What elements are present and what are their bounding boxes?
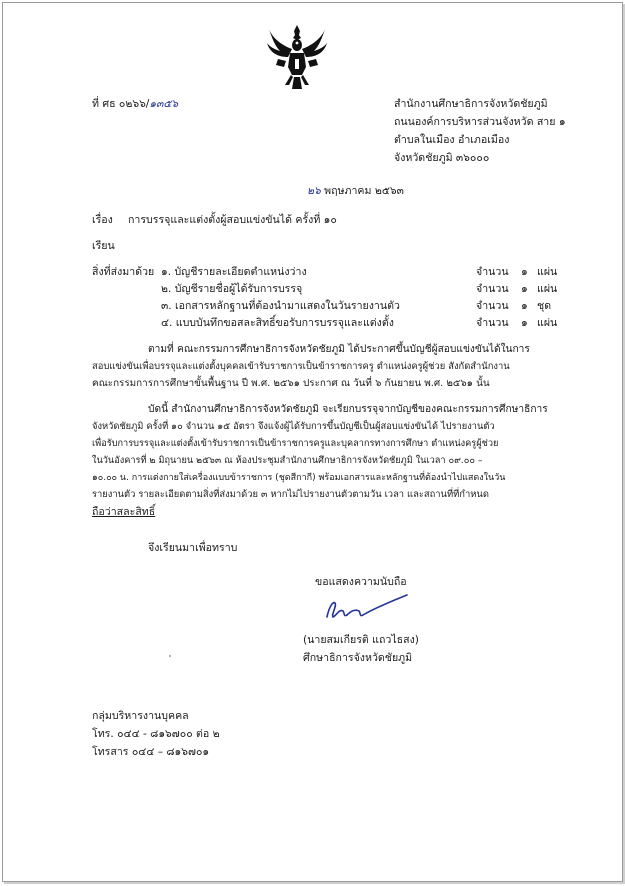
date-day-handwritten: ๒๖ (307, 185, 321, 197)
office-province: จังหวัดชัยภูมิ ๓๖๐๐๐ (394, 152, 490, 164)
enclosure-item-text: ๒. บัญชีรายชื่อผู้ได้รับการบรรจุ (161, 283, 303, 295)
letter-date (307, 184, 404, 198)
contact-fax: โทรสาร ๐๔๔ – ๘๑๖๗๐๑ (92, 746, 210, 758)
office-road: ถนนองค์การบริหารส่วนจังหวัด สาย ๑ (394, 116, 566, 128)
garuda-emblem-icon (266, 23, 328, 93)
paragraph-2-line: ในวันอังคารที่ ๒ มิถุนายน ๒๕๖๓ ณ ห้องประชุมสำนักงานศึกษาธิการจังหวัดชัยภูมิ ในเวลา ๐๙.๐๐ – (92, 455, 483, 466)
paragraph-2-line: เพื่อรับการบรรจุและแต่งตั้งเข้ารับราชการเป็นข้าราชการครูและบุคลากรทางการศึกษา ตำแหน่งครูผู้ช่วย (92, 438, 499, 449)
subject-label: เรื่อง (92, 214, 113, 226)
enclosure-item-text: ๓. เอกสารหลักฐานที่ต้องนำมาแสดงในวันรายงานตัว (161, 300, 400, 312)
enclosure-item-unit: แผ่น (537, 283, 558, 295)
signatory-position: ศึกษาธิการจังหวัดชัยภูมิ (303, 652, 413, 664)
enclosures-label: สิ่งที่ส่งมาด้วย (92, 266, 155, 278)
enclosure-item-unit: แผ่น (537, 266, 558, 278)
handwritten-signature-icon (321, 593, 411, 623)
salutation-label: เรียน (92, 240, 115, 252)
enclosure-item-qty-label: จำนวน (476, 266, 509, 278)
enclosure-item-qty-label: จำนวน (476, 283, 509, 295)
enclosure-item-unit: ชุด (537, 300, 552, 312)
paragraph-2-line: จังหวัดชัยภูมิ ครั้งที่ ๑๐ จำนวน ๑๕ อัตรา จึงแจ้งผู้ได้รับการขึ้นบัญชีเป็นผู้สอบแข่งขันได้ ไปรายงานตัว (92, 421, 495, 432)
enclosure-item-text: ๔. แบบบันทึกขอสละสิทธิ์ขอรับการบรรจุและแต่งตั้ง (161, 317, 394, 329)
paragraph-1-line: สอบแข่งขันเพื่อบรรจุและแต่งตั้งบุคคลเข้ารับราชการเป็นข้าราชการครู ตำแหน่งครูผู้ช่วย สังกัดสำนักงาน (92, 361, 510, 372)
reference-handwritten-number: ๑๓๕๖ (149, 98, 179, 110)
paragraph-2-line: รายงานตัว รายละเอียดตามสิ่งที่ส่งมาด้วย ๓ หากไม่ไปรายงานตัวตามวัน เวลา และสถานที่ที่กำหนด (92, 489, 489, 500)
enclosure-item-text: ๑. บัญชีรายละเอียดตำแหน่งว่าง (161, 266, 307, 278)
enclosure-item-qty: ๑ (521, 266, 528, 278)
date-month-year: พฤษภาคม ๒๕๖๓ (324, 185, 404, 197)
office-subdistrict: ตำบลในเมือง อำเภอเมือง (394, 134, 510, 146)
contact-phone: โทร. ๐๔๔ - ๘๑๖๗๐๐ ต่อ ๒ (92, 728, 220, 740)
paragraph-2-line: ๑๐.๐๐ น. การแต่งกายใส่เครื่องแบบข้าราชการ (ชุดสีกากี) พร้อมเอกสารและหลักฐานที่ต้องนำไปแสดงในวัน (92, 473, 506, 483)
enclosure-item-qty: ๑ (521, 300, 528, 312)
subject-text: การบรรจุและแต่งตั้งผู้สอบแข่งขันได้ ครั้งที่ ๑๐ (128, 214, 337, 226)
enclosure-item-qty: ๑ (521, 317, 528, 329)
enclosure-item-unit: แผ่น (537, 317, 558, 329)
signatory-name: (นายสมเกียรติ แถวไธสง) (303, 634, 419, 646)
paragraph-1-line: คณะกรรมการการศึกษาขั้นพื้นฐาน ปี พ.ศ. ๒๕๖๑ ประกาศ ณ วันที่ ๖ กันยายน พ.ศ. ๒๕๖๑ นั้น (92, 378, 490, 389)
scan-speck (169, 655, 171, 657)
contact-department: กลุ่มบริหารงานบุคคล (92, 710, 189, 722)
enclosure-item-qty-label: จำนวน (476, 317, 509, 329)
office-name: สำนักงานศึกษาธิการจังหวัดชัยภูมิ (394, 98, 548, 110)
paragraph-2-last-line: ถือว่าสละสิทธิ์ (92, 506, 156, 518)
closing-phrase: ขอแสดงความนับถือ (315, 576, 407, 588)
enclosure-item-qty-label: จำนวน (476, 300, 509, 312)
paragraph-1-line: ตามที่ คณะกรรมการศึกษาธิการจังหวัดชัยภูมิ ได้ประกาศขึ้นบัญชีผู้สอบแข่งขันได้ในการ (148, 344, 530, 355)
closing-request: จึงเรียนมาเพื่อทราบ (148, 542, 238, 554)
enclosure-item-qty: ๑ (521, 283, 528, 295)
letter-page (2, 2, 623, 882)
paragraph-2-line: บัดนี้ สำนักงานศึกษาธิการจังหวัดชัยภูมิ จะเรียกบรรจุจากบัญชีของคณะกรรมการศึกษาธิการ (148, 404, 548, 415)
reference-prefix: ที่ ศธ ๐๒๖๖/ (92, 98, 150, 110)
reference-number (92, 97, 178, 111)
